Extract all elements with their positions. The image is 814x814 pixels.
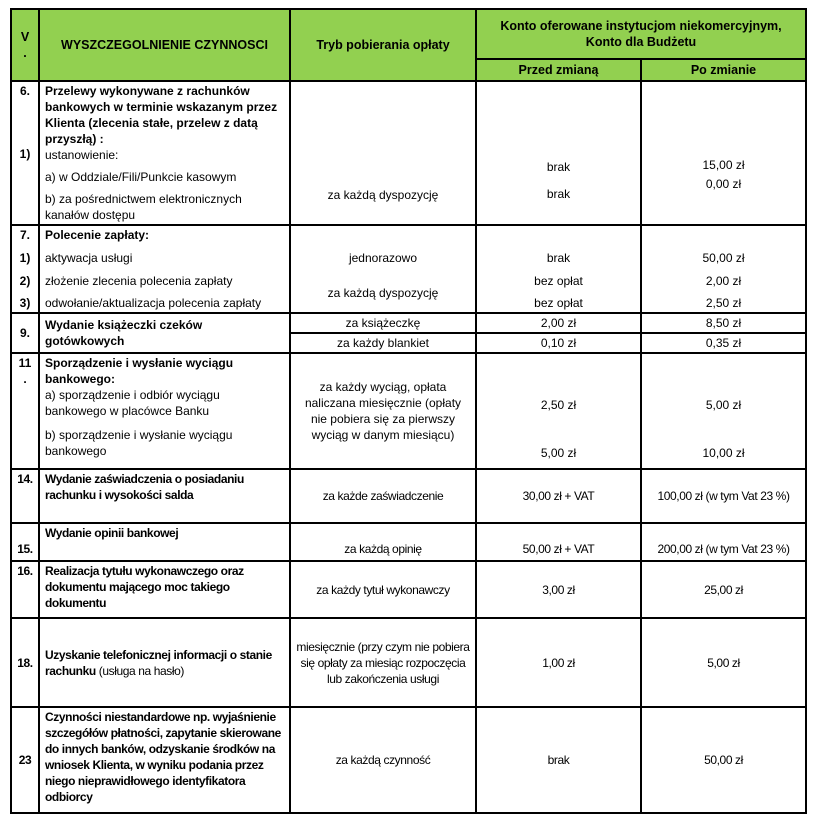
row-6-mode: za każdą dyspozycję xyxy=(327,188,439,202)
table-row-7 xyxy=(11,225,806,313)
row-7-activity-cell xyxy=(39,225,290,313)
row-6-number-cell xyxy=(11,81,39,225)
row-15-after-cell: 200,00 zł (w tym Vat 23 %) xyxy=(641,523,806,561)
row-6-before-cell xyxy=(476,81,641,225)
row-18-title: Uzyskanie telefonicznej informacji o stanie rachunku xyxy=(45,647,272,678)
row-6-after-a: 15,00 zł xyxy=(702,158,745,172)
row-11-title: Sporządzenie i wysłanie wyciągu bankowego: xyxy=(45,356,234,386)
row-11-before-a: 2,50 zł xyxy=(540,398,577,412)
row-7-item-3: odwołanie/aktualizacja polecenia zapłaty xyxy=(45,296,262,310)
row-9-after-blank: 0,35 zł xyxy=(641,333,806,353)
row-7-mode-cell xyxy=(290,225,476,313)
row-11-after-a: 5,00 zł xyxy=(705,398,742,412)
row-6-item-b: b) za pośrednictwem elektronicznych kanałów dostępu xyxy=(45,192,242,222)
row-9-before-book: 2,00 zł xyxy=(476,313,641,333)
row-11-before-b: 5,00 zł xyxy=(540,446,577,460)
row-7-mode-1: jednorazowo xyxy=(348,251,418,265)
header-cell-account-group: Konto oferowane instytucjom niekomercyjnym, Konto dla Budżetu xyxy=(476,9,806,59)
row-11-item-a: a) sporządzenie i odbiór wyciągu bankowego w placówce Banku xyxy=(45,388,220,418)
row-6-activity-cell xyxy=(39,81,290,225)
fee-table xyxy=(10,8,807,814)
row-7-after-2: 2,00 zł xyxy=(705,274,742,288)
table-row-15 xyxy=(11,523,806,561)
row-11-before-cell xyxy=(476,353,641,469)
row-23-number-cell: 23 xyxy=(11,707,39,813)
table-row-9a xyxy=(11,313,806,333)
row-7-item-1: aktywacja usługi xyxy=(45,251,133,265)
row-23-before-cell: brak xyxy=(476,707,641,813)
row-18-after-cell: 5,00 zł xyxy=(641,618,806,707)
row-15-mode-cell: za każdą opinię xyxy=(290,523,476,561)
header-cell-mode: Tryb pobierania opłaty xyxy=(290,9,476,81)
row-6-subnumber: 1) xyxy=(19,147,31,161)
row-9-title-cell: Wydanie książeczki czeków gotówkowych xyxy=(39,313,290,353)
table-row-6 xyxy=(11,81,806,225)
row-7-subnumber-1: 1) xyxy=(19,251,31,265)
row-15-title-cell: Wydanie opinii bankowej xyxy=(39,523,290,561)
row-11-mode-cell: za każdy wyciąg, opłata naliczana miesięcznie (opłaty nie pobiera się za pierwszy wyciąg w danym miesiącu) xyxy=(290,353,476,469)
row-18-number-cell: 18. xyxy=(11,618,39,707)
row-16-mode-cell: za każdy tytuł wykonawczy xyxy=(290,561,476,618)
row-18-title-suffix: (usługa na hasło) xyxy=(98,663,185,678)
row-11-after-b: 10,00 zł xyxy=(702,446,745,460)
row-7-before-1: brak xyxy=(546,251,571,265)
row-11-after-cell xyxy=(641,353,806,469)
row-9-mode-book: za książeczkę xyxy=(290,313,476,333)
row-16-number-cell: 16. xyxy=(11,561,39,618)
row-11-activity-cell xyxy=(39,353,290,469)
row-7-title: Polecenie zapłaty: xyxy=(45,228,150,242)
table-row-18 xyxy=(11,618,806,707)
row-15-before-cell: 50,00 zł + VAT xyxy=(476,523,641,561)
row-16-before-cell: 3,00 zł xyxy=(476,561,641,618)
row-14-title-cell: Wydanie zaświadczenia o posiadaniu rachunku i wysokości salda xyxy=(39,469,290,523)
row-14-mode-cell: za każde zaświadczenie xyxy=(290,469,476,523)
row-6-item-a: a) w Oddziale/Fili/Punkcie kasowym xyxy=(45,170,237,184)
row-7-number-cell xyxy=(11,225,39,313)
row-7-after-cell xyxy=(641,225,806,313)
row-7-before-2: bez opłat xyxy=(534,274,583,288)
row-7-mode-23: za każdą dyspozycję xyxy=(327,286,439,300)
row-7-subnumber-3: 3) xyxy=(19,296,31,310)
row-6-after-b: 0,00 zł xyxy=(705,177,742,191)
row-9-before-blank: 0,10 zł xyxy=(476,333,641,353)
row-6-number: 6. xyxy=(19,84,30,98)
header-cell-activity: WYSZCZEGOLNIENIE CZYNNOSCI xyxy=(39,9,290,81)
row-16-title-cell: Realizacja tytułu wykonawczego oraz dokumentu mającego moc takiego dokumentu xyxy=(39,561,290,618)
row-16-after-cell: 25,00 zł xyxy=(641,561,806,618)
row-15-number-cell: 15. xyxy=(11,523,39,561)
row-23-title-cell: Czynności niestandardowe np. wyjaśnienie szczegółów płatności, zapytanie skierowane do innych banków, odzyskanie środków na wniosek Klienta, w wyniku podania przez niego nieprawidłowego identyfikatora odbiorcy xyxy=(39,707,290,813)
row-18-before-cell: 1,00 zł xyxy=(476,618,641,707)
row-14-number-cell: 14. xyxy=(11,469,39,523)
row-6-item-intro: ustanowienie: xyxy=(45,148,119,162)
row-7-subnumber-2: 2) xyxy=(19,274,31,288)
row-11-number-cell: 11. xyxy=(11,353,39,469)
table-row-14 xyxy=(11,469,806,523)
row-7-number: 7. xyxy=(19,228,30,242)
row-14-after-cell: 100,00 zł (w tym Vat 23 %) xyxy=(641,469,806,523)
row-18-title-cell xyxy=(39,618,290,707)
row-6-after-cell xyxy=(641,81,806,225)
row-9-mode-blank: za każdy blankiet xyxy=(290,333,476,353)
row-7-before-3: bez opłat xyxy=(534,296,583,310)
header-cell-after: Po zmianie xyxy=(641,59,806,81)
row-7-item-2: złożenie zlecenia polecenia zapłaty xyxy=(45,274,233,288)
table-header-row xyxy=(11,9,806,59)
header-cell-before: Przed zmianą xyxy=(476,59,641,81)
row-9-after-book: 8,50 zł xyxy=(641,313,806,333)
row-6-before-a: brak xyxy=(546,160,571,174)
row-7-after-3: 2,50 zł xyxy=(705,296,742,310)
table-row-16 xyxy=(11,561,806,618)
table-row-23 xyxy=(11,707,806,813)
table-row-11 xyxy=(11,353,806,469)
row-23-after-cell: 50,00 zł xyxy=(641,707,806,813)
row-7-before-cell xyxy=(476,225,641,313)
header-cell-v: V. xyxy=(11,9,39,81)
row-23-mode-cell: za każdą czynność xyxy=(290,707,476,813)
row-6-before-b: brak xyxy=(546,187,571,201)
row-7-after-1: 50,00 zł xyxy=(702,251,745,265)
row-9-number-cell: 9. xyxy=(11,313,39,353)
row-14-before-cell: 30,00 zł + VAT xyxy=(476,469,641,523)
row-6-title: Przelewy wykonywane z rachunków bankowych w terminie wskazanym przez Klienta (zlecenia stałe, przelew z datą przyszłą) : xyxy=(45,84,278,146)
row-18-mode-cell: miesięcznie (przy czym nie pobiera się opłaty za miesiąc rozpoczęcia lub zakończenia usługi xyxy=(290,618,476,707)
row-11-item-b: b) sporządzenie i wysłanie wyciągu bankowego xyxy=(45,428,233,458)
row-6-mode-cell xyxy=(290,81,476,225)
